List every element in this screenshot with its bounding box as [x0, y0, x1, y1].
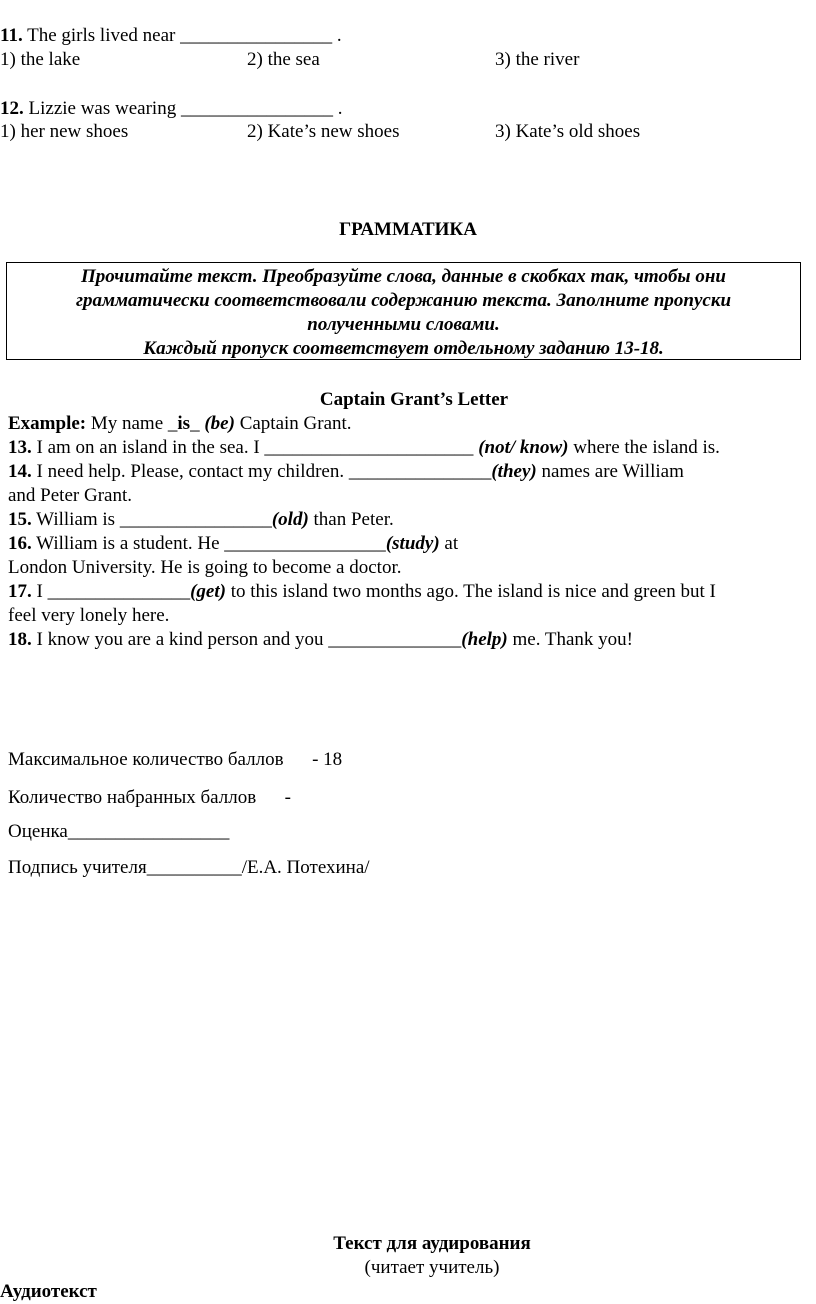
- task-13: [8, 436, 720, 460]
- task-text: I am on an island in the sea. I ______________________: [31, 437, 479, 458]
- example-text: My name _: [86, 413, 178, 434]
- listening-subheading: (читает учитель): [364, 1257, 500, 1278]
- question-11: [0, 24, 342, 48]
- example-hint: (be): [204, 413, 235, 434]
- task-hint: (get): [190, 581, 226, 602]
- task-number: 17.: [8, 581, 32, 602]
- question-12: [0, 97, 342, 121]
- q11-option-2: 2) the sea: [247, 49, 320, 70]
- task-14-continued: and Peter Grant.: [8, 485, 132, 506]
- task-number: 18.: [8, 629, 32, 650]
- task-text: than Peter.: [308, 509, 394, 530]
- example-text: Captain Grant.: [234, 413, 352, 434]
- instructions-box: [6, 262, 801, 360]
- question-text: Lizzie was wearing ________________ .: [23, 98, 343, 119]
- task-text: me. Thank you!: [507, 629, 633, 650]
- q11-option-3: 3) the river: [495, 49, 580, 70]
- task-text: at: [439, 533, 459, 554]
- instruction-line-3: полученными словами.: [307, 314, 500, 335]
- task-hint: (old): [271, 509, 309, 530]
- example-answer: is: [177, 413, 191, 434]
- task-16-continued: London University. He is going to become a doctor.: [8, 557, 402, 578]
- task-hint: (they): [491, 461, 537, 482]
- grade-line: Оценка_________________: [8, 821, 230, 842]
- instruction-line-4: Каждый пропуск соответствует отдельному заданию 13-18.: [143, 338, 664, 359]
- task-17: [8, 580, 716, 604]
- instruction-line-1: Прочитайте текст. Преобразуйте слова, данные в скобках так, чтобы они: [81, 266, 726, 287]
- task-text: I _______________: [31, 581, 191, 602]
- task-text: to this island two months ago. The island is nice and green but I: [225, 581, 716, 602]
- letter-title: Captain Grant’s Letter: [319, 389, 509, 410]
- task-17-continued: feel very lonely here.: [8, 605, 170, 626]
- earned-score: Количество набранных баллов -: [8, 787, 291, 808]
- task-number: 14.: [8, 461, 32, 482]
- task-hint: (help): [461, 629, 508, 650]
- task-text: William is ________________: [31, 509, 272, 530]
- teacher-signature: Подпись учителя__________/Е.А. Потехина/: [8, 857, 370, 878]
- task-text: I need help. Please, contact my children. _______________: [31, 461, 492, 482]
- audiotext-heading: Аудиотекст: [0, 1281, 97, 1302]
- task-number: 15.: [8, 509, 32, 530]
- listening-heading: Текст для аудирования: [333, 1233, 531, 1254]
- q12-option-3: 3) Kate’s old shoes: [495, 121, 641, 142]
- task-text: names are William: [536, 461, 684, 482]
- task-text: I know you are a kind person and you ______________: [31, 629, 462, 650]
- q11-option-1: 1) the lake: [0, 49, 81, 70]
- max-score: Максимальное количество баллов - 18: [8, 749, 343, 770]
- task-number: 16.: [8, 533, 32, 554]
- task-text: where the island is.: [568, 437, 720, 458]
- question-text: The girls lived near ________________ .: [22, 25, 342, 46]
- task-14: [8, 460, 684, 484]
- task-15: [8, 508, 394, 532]
- grammar-heading: ГРАММАТИКА: [339, 219, 477, 240]
- task-18: [8, 628, 633, 652]
- example-label: Example:: [8, 413, 87, 434]
- task-hint: (study): [385, 533, 440, 554]
- example-text: _: [190, 413, 205, 434]
- task-hint: (not/ know): [478, 437, 569, 458]
- question-number: 12.: [0, 98, 24, 119]
- q12-option-1: 1) her new shoes: [0, 121, 129, 142]
- example-line: [8, 412, 352, 436]
- instruction-line-2: грамматически соответствовали содержанию текста. Заполните пропуски: [75, 290, 732, 311]
- task-16: [8, 532, 458, 556]
- task-number: 13.: [8, 437, 32, 458]
- q12-option-2: 2) Kate’s new shoes: [247, 121, 400, 142]
- task-text: William is a student. He _________________: [31, 533, 386, 554]
- question-number: 11.: [0, 25, 23, 46]
